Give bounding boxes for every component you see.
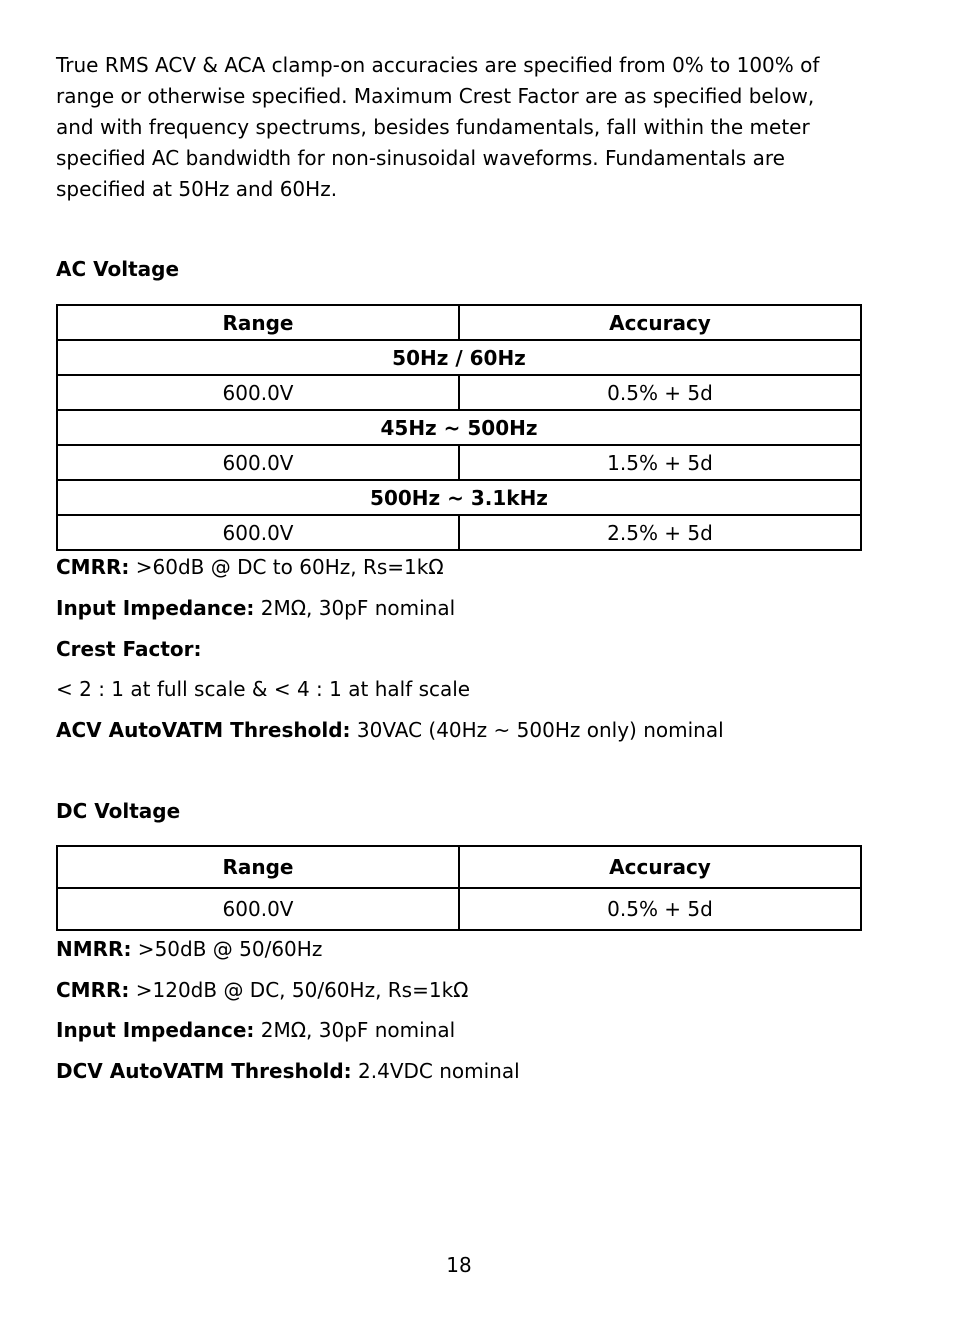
frequency-band-label: 45Hz ~ 500Hz bbox=[57, 410, 861, 445]
table-header-row bbox=[57, 846, 861, 888]
dc-impedance-label: Input Impedance: bbox=[56, 1018, 255, 1042]
dc-impedance-line bbox=[56, 1018, 455, 1042]
ac-cmrr-line bbox=[56, 555, 444, 579]
range-cell: 600.0V bbox=[57, 888, 459, 930]
crest-factor-value: < 2 : 1 at full scale & < 4 : 1 at half scale bbox=[56, 677, 471, 701]
acv-autovatm-label: ACV AutoVATM Threshold: bbox=[56, 718, 351, 742]
accuracy-column-header: Accuracy bbox=[459, 846, 861, 888]
ac-cmrr-value: >60dB @ DC to 60Hz, Rs=1kΩ bbox=[129, 555, 444, 579]
accuracy-cell: 2.5% + 5d bbox=[459, 515, 861, 550]
dcv-autovatm-value: 2.4VDC nominal bbox=[351, 1059, 520, 1083]
dc-nmrr-line bbox=[56, 937, 322, 961]
frequency-band-label: 500Hz ~ 3.1kHz bbox=[57, 480, 861, 515]
frequency-band-row bbox=[57, 480, 861, 515]
table-row bbox=[57, 888, 861, 930]
range-column-header: Range bbox=[57, 846, 459, 888]
accuracy-cell: 0.5% + 5d bbox=[459, 888, 861, 930]
dc-cmrr-value: >120dB @ DC, 50/60Hz, Rs=1kΩ bbox=[129, 978, 469, 1002]
table-row bbox=[57, 445, 861, 480]
table-row bbox=[57, 375, 861, 410]
accuracy-cell: 1.5% + 5d bbox=[459, 445, 861, 480]
ac-voltage-table bbox=[56, 304, 862, 551]
accuracy-column-header: Accuracy bbox=[459, 305, 861, 340]
ac-impedance-value: 2MΩ, 30pF nominal bbox=[254, 596, 456, 620]
page-number: 18 bbox=[446, 1253, 472, 1277]
dcv-autovatm-line bbox=[56, 1059, 520, 1083]
dc-voltage-table bbox=[56, 845, 862, 931]
ac-impedance-label: Input Impedance: bbox=[56, 596, 255, 620]
ac-impedance-line bbox=[56, 596, 455, 620]
dc-voltage-heading: DC Voltage bbox=[56, 799, 181, 823]
range-column-header: Range bbox=[57, 305, 459, 340]
range-cell: 600.0V bbox=[57, 445, 459, 480]
dc-impedance-value: 2MΩ, 30pF nominal bbox=[254, 1018, 456, 1042]
ac-cmrr-label: CMRR: bbox=[56, 555, 130, 579]
frequency-band-row bbox=[57, 340, 861, 375]
acv-autovatm-value: 30VAC (40Hz ~ 500Hz only) nominal bbox=[350, 718, 724, 742]
intro-paragraph: True RMS ACV & ACA clamp-on accuracies are specified from 0% to 100% of range or otherwise specified. Maximum Crest Factor are as specified below, and with frequency spectrums, besides fundamentals, fall within the meter specified AC bandwidth for non-sinusoidal waveforms. Fundamentals are specified at 50Hz and 60Hz. bbox=[56, 53, 820, 201]
dc-cmrr-line bbox=[56, 978, 468, 1002]
frequency-band-label: 50Hz / 60Hz bbox=[57, 340, 861, 375]
table-row bbox=[57, 515, 861, 550]
accuracy-cell: 0.5% + 5d bbox=[459, 375, 861, 410]
range-cell: 600.0V bbox=[57, 375, 459, 410]
acv-autovatm-line bbox=[56, 718, 724, 742]
table-header-row bbox=[57, 305, 861, 340]
dc-cmrr-label: CMRR: bbox=[56, 978, 130, 1002]
ac-voltage-heading: AC Voltage bbox=[56, 257, 180, 281]
crest-factor-label: Crest Factor: bbox=[56, 637, 202, 661]
range-cell: 600.0V bbox=[57, 515, 459, 550]
dc-nmrr-value: >50dB @ 50/60Hz bbox=[131, 937, 323, 961]
frequency-band-row bbox=[57, 410, 861, 445]
dcv-autovatm-label: DCV AutoVATM Threshold: bbox=[56, 1059, 352, 1083]
dc-nmrr-label: NMRR: bbox=[56, 937, 132, 961]
